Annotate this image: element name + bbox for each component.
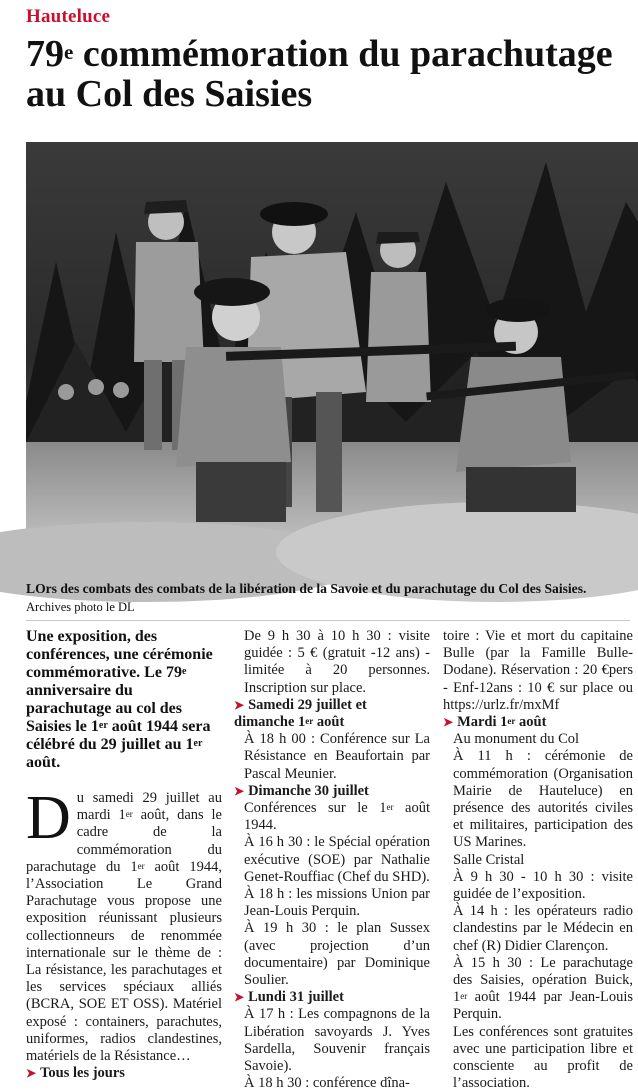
schedule-heading-dimanche: ➤ Dimanche 30 juillet (234, 782, 369, 799)
schedule-heading-tous-les-jours: ➤ Tous les jours (26, 1065, 125, 1082)
schedule-dimanche-intro: Conférences sur le 1er août 1944. (244, 800, 430, 834)
schedule-mardi-item: À 14 h : les opérateurs radio clandestins par le Médecin en chef (R) Didier Clarençon. (453, 903, 633, 954)
arrow-icon: ➤ (234, 697, 245, 712)
closing-note: Les conférences sont gratuites avec une participation libre et consciente au profit de l’association. (453, 1023, 633, 1092)
schedule-mardi-item: À 15 h 30 : Le parachutage des Saisies, opération Buick, 1er août 1944 par Jean-Louis Perquin. (453, 954, 633, 1023)
schedule-lundi-item: À 18 h 30 : conférence dîna- (244, 1075, 410, 1092)
arrow-icon: ➤ (234, 783, 245, 798)
schedule-dimanche-item: À 19 h 30 : le plan Sussex (avec projection d’un documentaire) par Dominique Soulier. (244, 920, 430, 989)
article-column-1 (26, 628, 222, 1082)
schedule-mardi-location: Salle Cristal (453, 851, 525, 868)
article-lede: Une exposition, des conférences, une cérémonie commémorative. Le 79e anniversaire du parachutage au col des Saisies le 1er août 1944 sera célébré du 29 juillet au 1er août. (26, 628, 213, 771)
article-headline: 79e commémoration du parachutage au Col des Saisies (26, 33, 613, 115)
schedule-tous-text: De 9 h 30 à 10 h 30 : visite guidée : 5 € (gratuit -12 ans) - limitée à 20 personnes. Inscription sur place. (244, 628, 430, 696)
schedule-lundi-item-continued: toire : Vie et mort du capitaine Bulle (par la Famille Bulle-Dodane). Réservation : 20 €pers - Enf-12ans : 10 € sur place ou https://urlz.fr/mxMf (443, 628, 633, 713)
arrow-icon: ➤ (234, 990, 245, 1005)
arrow-icon: ➤ (443, 715, 454, 730)
photo-credit: Archives photo le DL (26, 600, 135, 614)
schedule-heading-mardi: ➤ Mardi 1er août (443, 714, 547, 731)
schedule-lundi-item: À 17 h : Les compagnons de la Libération savoyards J. Yves Sardella, Souvenir français Savoie). (244, 1006, 430, 1075)
caption-text: LOrs des combats des combats de la libération de la Savoie et du parachutage du Col des Saisies. (26, 581, 587, 596)
body-paragraph: D u samedi 29 juillet au mardi 1er août, dans le cadre de la commémoration du parachutage du 1er août 1944, l’Association Le Grand Parachutage vous propose une exposition réunissant plusieurs collectionneurs de renommée internationale sur le thème de : La résistance, les parachutages et les services spéciaux alliés (BCRA, SOE ET OSS). Matériel exposé : containers, parachutes, uniformes, radios clandestines, matériels de la Résistance… (26, 784, 222, 1065)
photo-caption (26, 580, 632, 616)
schedule-mardi-item: À 9 h 30 - 10 h 30 : visite guidée de l’exposition. (453, 868, 633, 903)
schedule-dimanche-item: À 18 h : les missions Union par Jean-Louis Perquin. (244, 886, 430, 920)
arrow-icon: ➤ (26, 1066, 37, 1081)
schedule-heading-samedi: ➤ Samedi 29 juillet et dimanche 1er août (234, 696, 367, 731)
drop-cap: D (26, 784, 71, 852)
section-kicker: Hauteluce (26, 6, 111, 27)
caption-divider (26, 620, 630, 621)
schedule-mardi-location: Au monument du Col (453, 731, 580, 748)
schedule-samedi-text: À 18 h 00 : Conférence sur La Résistance en Beaufortain par Pascal Meunier. (244, 731, 430, 782)
article-photo (26, 142, 638, 574)
schedule-heading-lundi: ➤ Lundi 31 juillet (234, 989, 344, 1006)
schedule-mardi-item: À 11 h : cérémonie de commémoration (Organisation Mairie de Hauteluce) en présence des autorités civiles et militaires, participation des US Marines. (453, 748, 633, 851)
article-column-2 (234, 628, 430, 1092)
schedule-dimanche-item: À 16 h 30 : le Spécial opération exécutive (SOE) par Nathalie Genet-Rouffiac (Chef du SHD). (244, 834, 430, 885)
article-column-3 (443, 628, 633, 1092)
